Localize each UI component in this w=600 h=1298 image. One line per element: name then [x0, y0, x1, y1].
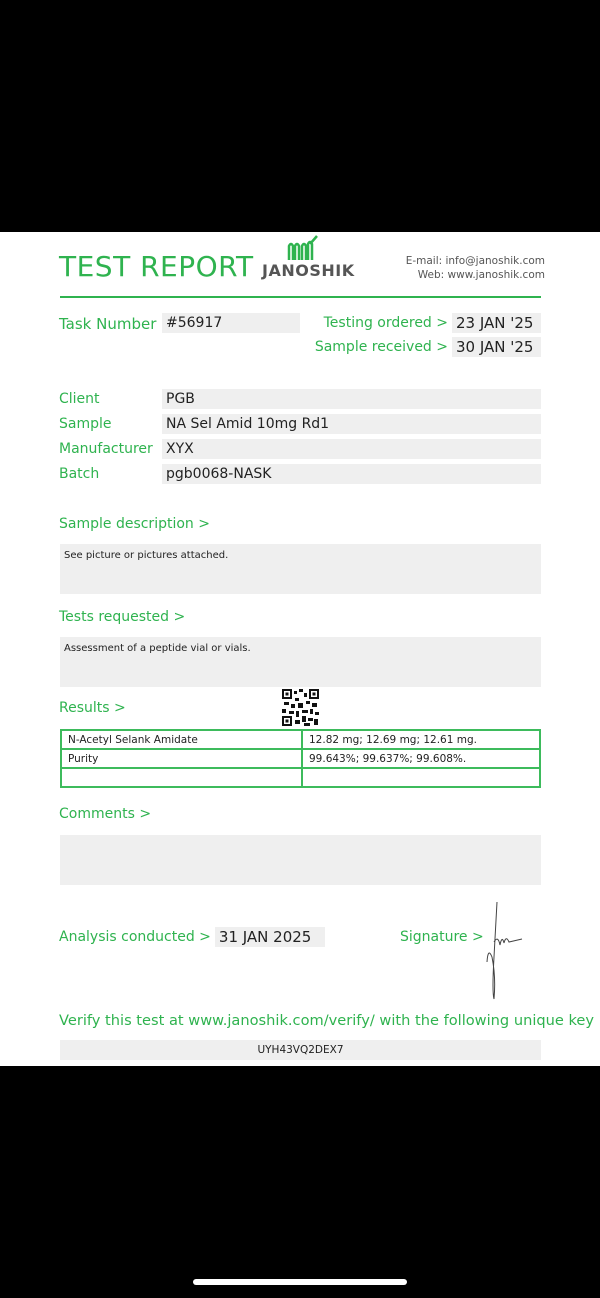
manufacturer-label: Manufacturer	[59, 441, 153, 457]
logo-chart-icon	[262, 234, 362, 262]
janoshik-logo	[262, 234, 362, 284]
contact-info	[406, 254, 545, 282]
header-divider	[60, 296, 541, 298]
signature-label: Signature >	[400, 929, 484, 945]
result-value: 99.643%; 99.637%; 99.608%.	[302, 749, 540, 768]
signature-image	[482, 897, 532, 1002]
unique-key: UYH43VQ2DEX7	[60, 1040, 541, 1060]
client-value: PGB	[162, 389, 541, 409]
comments-label: Comments >	[59, 806, 152, 822]
analysis-conducted-row	[59, 927, 325, 947]
table-row	[61, 749, 540, 768]
sample-received-value: 30 JAN '25	[452, 337, 541, 357]
email-text: E-mail: info@janoshik.com	[405, 255, 545, 267]
table-row	[61, 768, 540, 787]
comments-text	[60, 835, 541, 885]
report-page	[0, 232, 600, 1066]
tests-requested-text: Assessment of a peptide vial or vials.	[60, 637, 541, 687]
qr-code-icon	[282, 689, 319, 726]
home-indicator[interactable]	[193, 1279, 407, 1285]
logo-text: JANOSHIK	[262, 261, 355, 280]
verify-text: Verify this test at www.janoshik.com/verify/ with the following unique key	[59, 1012, 595, 1029]
result-value: 12.82 mg; 12.69 mg; 12.61 mg.	[302, 730, 540, 749]
client-label: Client	[59, 391, 100, 407]
sample-value: NA Sel Amid 10mg Rd1	[162, 414, 541, 434]
sample-label: Sample	[59, 416, 112, 432]
sample-received-label: Sample received >	[314, 339, 448, 355]
analysis-conducted-label: Analysis conducted >	[59, 929, 211, 945]
results-table	[60, 729, 541, 788]
report-title: TEST REPORT	[59, 250, 254, 283]
batch-label: Batch	[59, 466, 100, 482]
testing-ordered-label: Testing ordered >	[323, 315, 448, 331]
result-name: N-Acetyl Selank Amidate	[61, 730, 302, 749]
results-label: Results >	[59, 700, 126, 716]
manufacturer-value: XYX	[162, 439, 541, 459]
tests-requested-label: Tests requested >	[59, 609, 186, 625]
sample-description-text: See picture or pictures attached.	[60, 544, 541, 594]
result-value	[302, 768, 540, 787]
batch-value: pgb0068-NASK	[162, 464, 541, 484]
result-name: Purity	[61, 749, 302, 768]
task-number-label: Task Number	[59, 315, 157, 333]
testing-ordered-value: 23 JAN '25	[452, 313, 541, 333]
table-row	[61, 730, 540, 749]
sample-description-label: Sample description >	[59, 516, 210, 532]
web-text: Web: www.janoshik.com	[417, 269, 545, 281]
analysis-conducted-value: 31 JAN 2025	[215, 927, 325, 947]
task-number-value: #56917	[162, 313, 300, 333]
result-name	[61, 768, 302, 787]
